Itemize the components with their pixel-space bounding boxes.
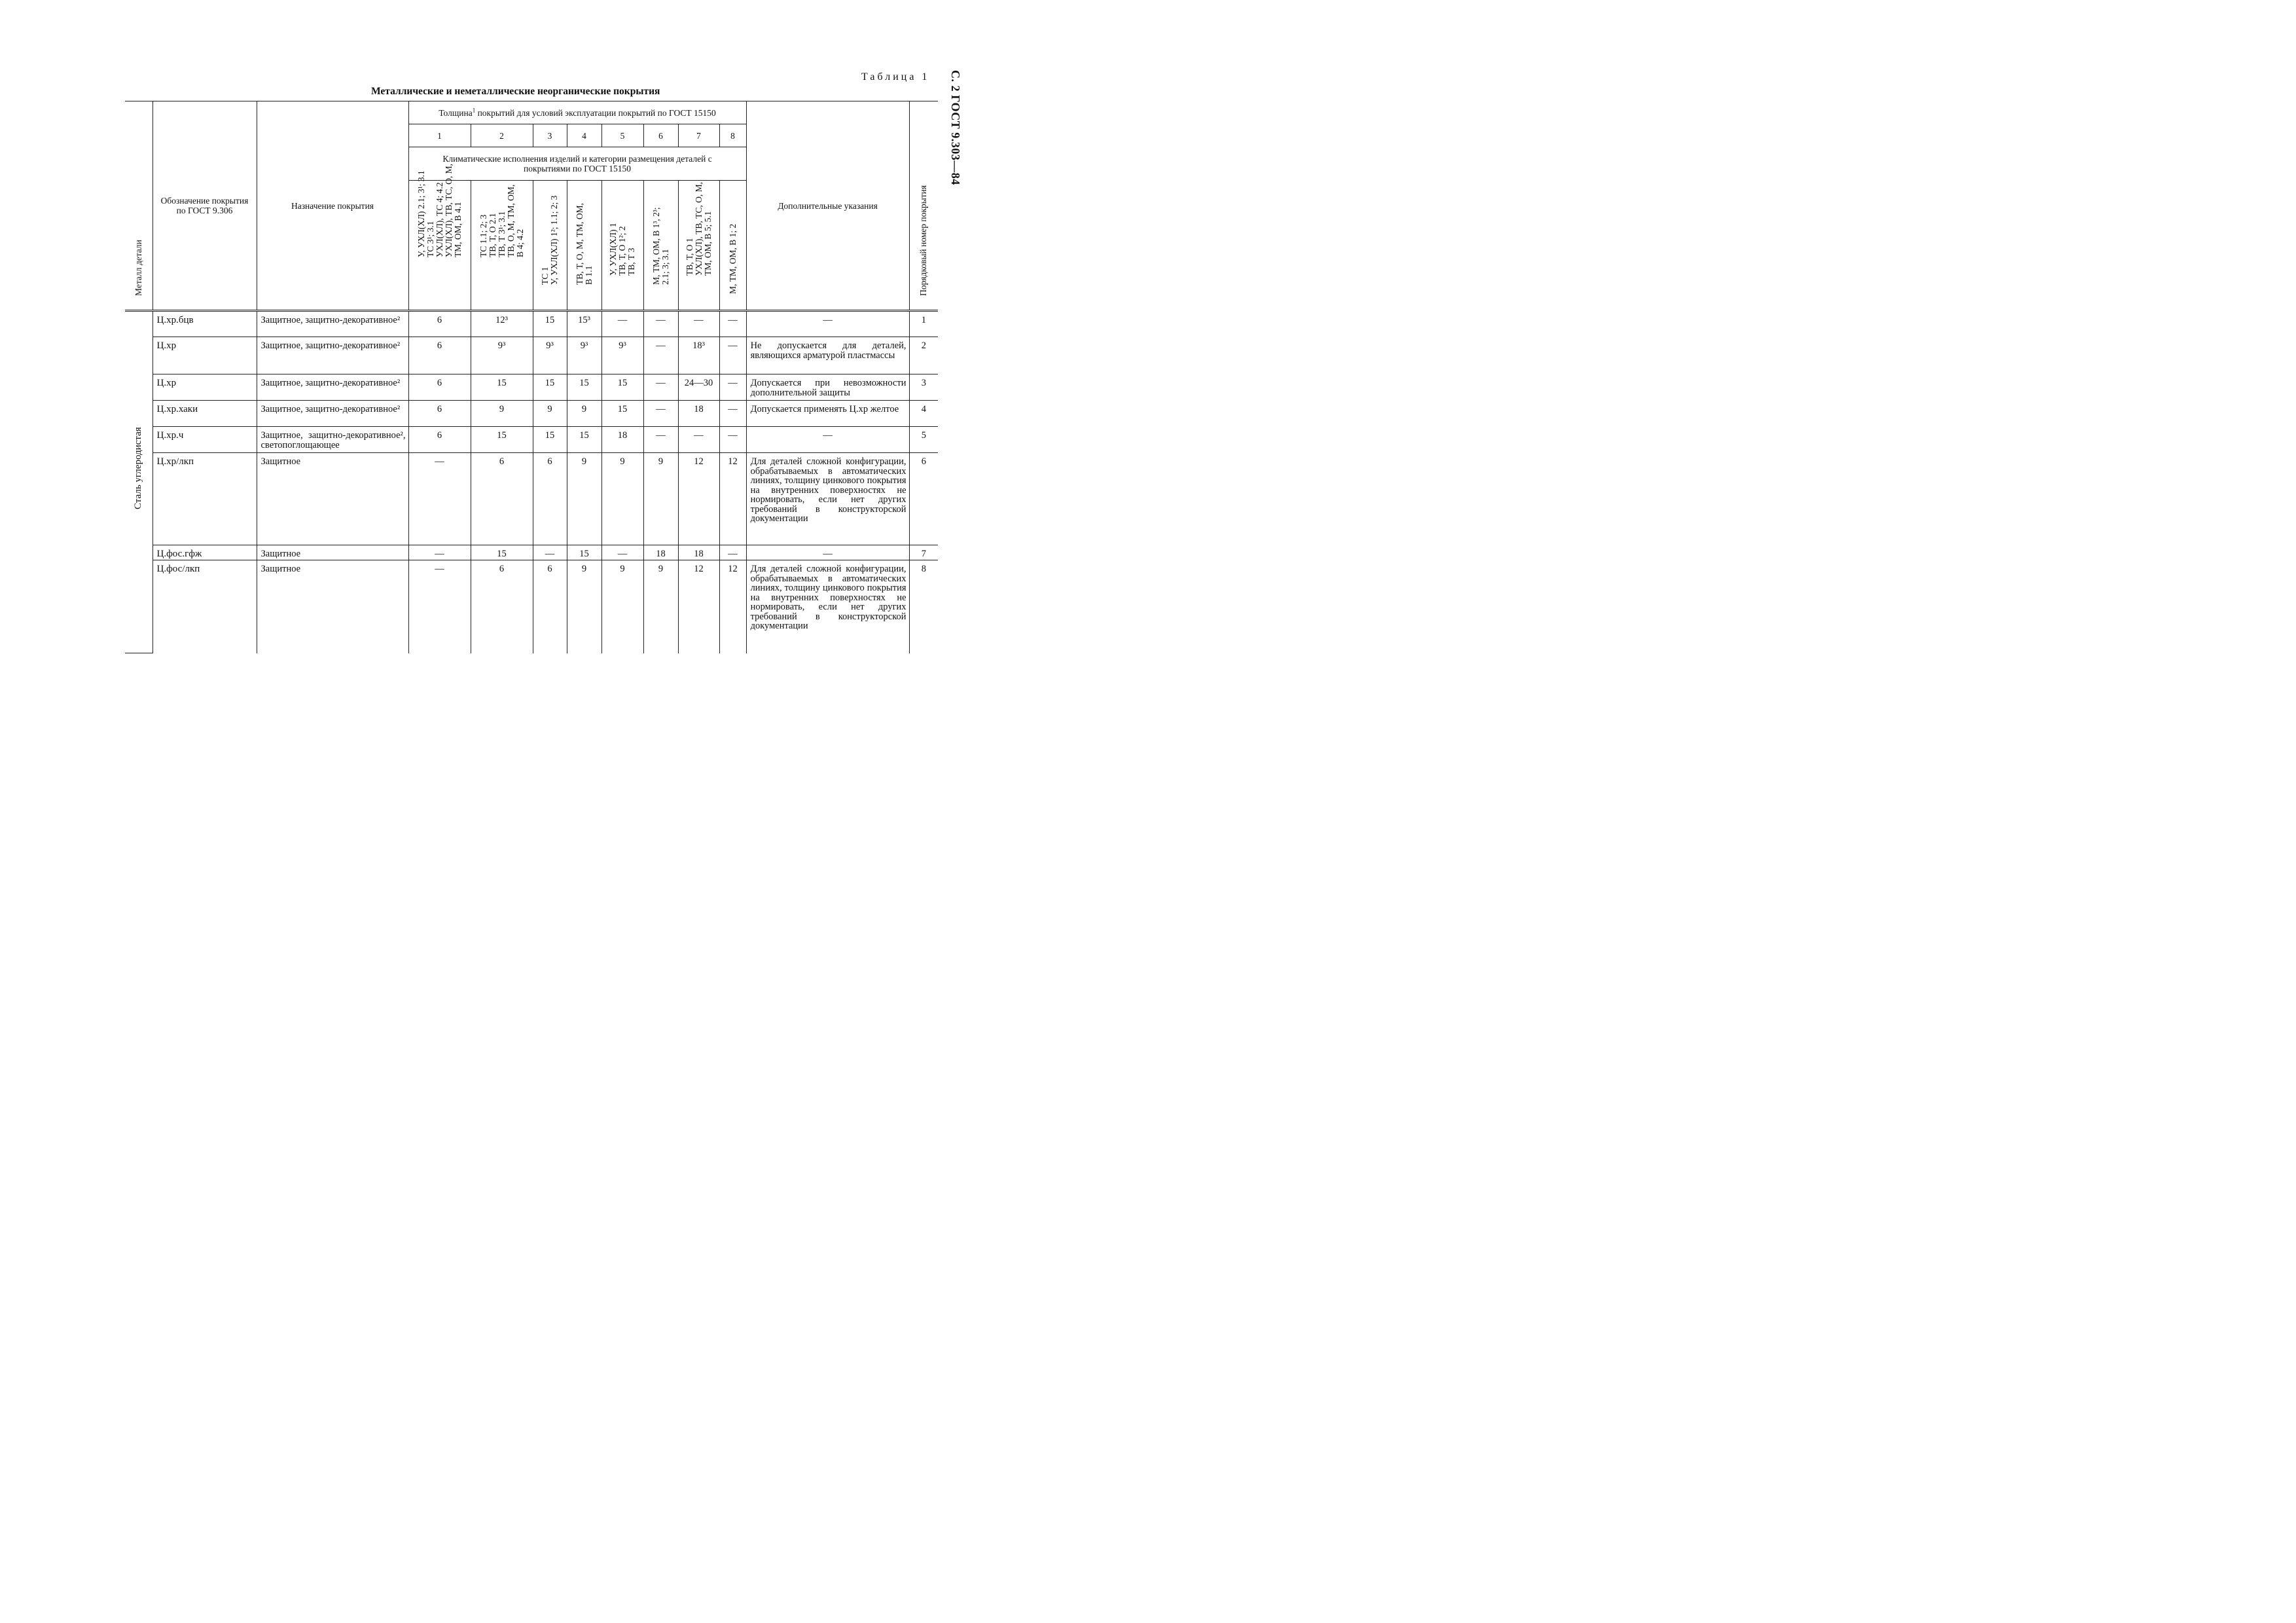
thickness-value: 9	[643, 453, 678, 545]
serial-number: 5	[909, 427, 938, 453]
thickness-value: —	[643, 337, 678, 374]
thickness-value: —	[719, 374, 746, 401]
header-additional: Дополнительные указания	[746, 101, 909, 311]
climatic-line: ТВ, Т 3	[626, 247, 636, 276]
condition-3: 3	[533, 124, 567, 147]
thickness-value: —	[643, 401, 678, 427]
thickness-value: 9	[601, 453, 643, 545]
thickness-value: —	[601, 311, 643, 337]
metal-group-label: Сталь углеродистая	[132, 427, 143, 509]
thickness-value: 18	[678, 401, 719, 427]
thickness-value: 15	[567, 427, 601, 453]
climatic-col-7	[678, 181, 719, 311]
thickness-value: 15	[601, 374, 643, 401]
climatic-col-6	[643, 181, 678, 311]
thickness-value: 6	[471, 560, 533, 653]
thickness-value: 15	[567, 374, 601, 401]
climatic-col-8-text	[728, 224, 738, 294]
climatic-line: М, ТМ, ОМ, В 1; 2	[727, 223, 738, 294]
thickness-value: —	[408, 560, 471, 653]
header-serial	[909, 101, 938, 311]
climatic-col-1-text	[417, 164, 463, 257]
condition-5: 5	[601, 124, 643, 147]
thickness-value: 15	[533, 427, 567, 453]
condition-4: 4	[567, 124, 601, 147]
serial-number: 2	[909, 337, 938, 374]
climatic-line: УХЛ(ХЛ), ТС 4; 4.2	[434, 182, 444, 257]
thickness-value: 15	[471, 374, 533, 401]
climatic-line: В 4; 4.2	[514, 228, 525, 257]
additional-note: Допускается применять Ц.хр желтое	[746, 401, 909, 427]
coating-purpose: Защитное, защитно-декоративное²	[257, 337, 408, 374]
thickness-value: —	[601, 545, 643, 560]
header-metal	[125, 101, 152, 311]
serial-number: 3	[909, 374, 938, 401]
thickness-value: 15	[567, 545, 601, 560]
thickness-value: 15	[471, 427, 533, 453]
thickness-value: 9³	[533, 337, 567, 374]
thickness-value: 6	[471, 453, 533, 545]
header-climatic: Климатические исполнения изделий и категории размещения деталей с покрытиями по ГОСТ 15150	[408, 147, 746, 181]
coating-purpose: Защитное	[257, 545, 408, 560]
additional-note: —	[746, 545, 909, 560]
coating-designation: Ц.хр	[152, 337, 257, 374]
coating-designation: Ц.хр.бцв	[152, 311, 257, 337]
thickness-value: —	[643, 311, 678, 337]
additional-note: —	[746, 427, 909, 453]
climatic-line: ТС 1	[540, 266, 550, 285]
coating-purpose: Защитное, защитно-декоративное², светопоглощающее	[257, 427, 408, 453]
table-title: Металлические и неметаллические неорганические покрытия	[371, 86, 660, 97]
thickness-value: —	[719, 427, 746, 453]
climatic-col-2-text	[479, 185, 525, 257]
thickness-value: —	[408, 545, 471, 560]
metal-group-cell	[125, 311, 152, 653]
climatic-col-2	[471, 181, 533, 311]
thickness-value: —	[719, 337, 746, 374]
climatic-col-6-text	[652, 207, 670, 285]
climatic-line: В 1.1	[583, 265, 594, 285]
additional-note: Для деталей сложной конфигурации, обрабатываемых в автоматических линиях, толщину цинкового покрытия на внутренних поверхностях не нормировать, если нет других требований в конструкторской документации	[746, 560, 909, 653]
climatic-line: М, ТМ, ОМ, В 1³, 2³;	[651, 207, 661, 285]
serial-number: 8	[909, 560, 938, 653]
thickness-value: 9	[567, 401, 601, 427]
climatic-line: ТВ, Т, О 1²; 2	[617, 226, 627, 276]
thickness-value: 6	[533, 560, 567, 653]
coating-purpose: Защитное, защитно-декоративное²	[257, 374, 408, 401]
additional-note: —	[746, 311, 909, 337]
climatic-line: ТМ, ОМ, В 5; 5.1	[702, 211, 713, 276]
thickness-value: —	[719, 401, 746, 427]
header-designation: Обозначение покрытия по ГОСТ 9.306	[152, 101, 257, 311]
climatic-col-4	[567, 181, 601, 311]
climatic-line: ТМ, ОМ, В 4.1	[452, 202, 463, 257]
thickness-value: 6	[408, 374, 471, 401]
thickness-value: 15	[533, 374, 567, 401]
thickness-value: —	[643, 374, 678, 401]
climatic-line: У, УХЛ(ХЛ) 2.1; 3¹; 3.1	[416, 170, 426, 257]
thickness-value: 9³	[601, 337, 643, 374]
thickness-value: 9	[567, 560, 601, 653]
climatic-line: УХЛ(ХЛ), ТВ, ТС, О, М,	[693, 182, 704, 276]
serial-number: 6	[909, 453, 938, 545]
coating-designation: Ц.хр	[152, 374, 257, 401]
thickness-value: 9	[567, 453, 601, 545]
condition-8: 8	[719, 124, 746, 147]
table-row	[125, 560, 938, 653]
thickness-value: 9³	[567, 337, 601, 374]
condition-1: 1	[408, 124, 471, 147]
climatic-line: ТС 1.1; 2; 3	[478, 214, 488, 257]
climatic-line: ТВ, Т, О, М, ТМ, ОМ,	[574, 203, 584, 285]
coating-purpose: Защитное, защитно-декоративное²	[257, 311, 408, 337]
condition-2: 2	[471, 124, 533, 147]
thickness-value: 9	[643, 560, 678, 653]
thickness-value: 9	[601, 560, 643, 653]
serial-number: 7	[909, 545, 938, 560]
climatic-line: ТВ, Т, О 1	[684, 238, 694, 276]
thickness-value: 15	[533, 311, 567, 337]
thickness-value: 6	[408, 311, 471, 337]
climatic-col-5	[601, 181, 643, 311]
table-row	[125, 453, 938, 545]
climatic-line: У, УХЛ(ХЛ) 1²; 1.1; 2; 3	[549, 195, 559, 285]
thickness-value: —	[719, 545, 746, 560]
thickness-value: 12	[678, 453, 719, 545]
climatic-col-3-text	[541, 196, 559, 285]
thickness-value: 12	[678, 560, 719, 653]
thickness-value: 9	[533, 401, 567, 427]
climatic-line: ТВ, О, М, ТМ, ОМ,	[505, 184, 516, 257]
thickness-value: 24—30	[678, 374, 719, 401]
thickness-text: Толщина	[439, 107, 473, 118]
coating-designation: Ц.хр.хаки	[152, 401, 257, 427]
climatic-line: ТВ, Т 3¹; 3.1	[496, 211, 507, 257]
header-serial-label: Порядковый номер покрытия	[918, 185, 929, 296]
table-label: Таблица 1	[861, 71, 930, 82]
climatic-line: ТВ, Т, О 2.1	[487, 213, 497, 257]
coating-designation: Ц.хр.ч	[152, 427, 257, 453]
thickness-value: 15	[471, 545, 533, 560]
thickness-value: 12	[719, 560, 746, 653]
thickness-value: —	[678, 427, 719, 453]
climatic-col-8	[719, 181, 746, 311]
thickness-value: 15³	[567, 311, 601, 337]
thickness-value: —	[719, 311, 746, 337]
climatic-col-7-text	[685, 182, 713, 276]
header-metal-label: Металл детали	[133, 240, 143, 296]
climatic-col-4-text	[575, 203, 594, 285]
climatic-line: УХЛ(ХЛ), ТВ, ТС, О, М,	[443, 164, 454, 257]
thickness-value: 18	[678, 545, 719, 560]
table-row	[125, 401, 938, 427]
climatic-col-1	[408, 164, 471, 311]
thickness-value: 6	[408, 401, 471, 427]
table-row	[125, 427, 938, 453]
thickness-value: —	[678, 311, 719, 337]
header-thickness	[408, 101, 746, 124]
header-purpose: Назначение покрытия	[257, 101, 408, 311]
additional-note: Для деталей сложной конфигурации, обрабатываемых в автоматических линиях, толщину цинкового покрытия на внутренних поверхностях не нормировать, если нет других требований в конструкторской документации	[746, 453, 909, 545]
serial-number: 4	[909, 401, 938, 427]
thickness-value: 15	[601, 401, 643, 427]
running-head: С. 2 ГОСТ 9.303—84	[949, 70, 962, 185]
coating-designation: Ц.хр/лкп	[152, 453, 257, 545]
table-row	[125, 311, 938, 337]
thickness-value: 9³	[471, 337, 533, 374]
climatic-col-5-text	[609, 223, 636, 276]
thickness-value: 6	[533, 453, 567, 545]
thickness-value: 18	[643, 545, 678, 560]
thickness-value: 12	[719, 453, 746, 545]
climatic-line: ТС 3¹; 3.1	[425, 221, 435, 257]
coatings-table	[125, 101, 938, 653]
coating-purpose: Защитное, защитно-декоративное²	[257, 401, 408, 427]
additional-note: Допускается при невозможности дополнительной защиты	[746, 374, 909, 401]
coating-purpose: Защитное	[257, 560, 408, 653]
climatic-line: У, УХЛ(ХЛ) 1	[608, 223, 618, 276]
thickness-footnote: 1	[472, 107, 476, 113]
table-row	[125, 545, 938, 560]
thickness-value: —	[643, 427, 678, 453]
coating-designation: Ц.фос/лкп	[152, 560, 257, 653]
thickness-value: 9	[471, 401, 533, 427]
coating-designation: Ц.фос.гфж	[152, 545, 257, 560]
coating-purpose: Защитное	[257, 453, 408, 545]
condition-7: 7	[678, 124, 719, 147]
climatic-line: 2.1; 3; 3.1	[660, 249, 670, 285]
thickness-value: 6	[408, 337, 471, 374]
thickness-value: 18	[601, 427, 643, 453]
table-row	[125, 337, 938, 374]
thickness-value: 18³	[678, 337, 719, 374]
thickness-value: —	[533, 545, 567, 560]
thickness-value: 6	[408, 427, 471, 453]
thickness-text-rest: покрытий для условий эксплуатации покрытий по ГОСТ 15150	[475, 107, 716, 118]
additional-note: Не допускается для деталей, являющихся арматурой пластмассы	[746, 337, 909, 374]
climatic-col-3	[533, 181, 567, 311]
serial-number: 1	[909, 311, 938, 337]
condition-6: 6	[643, 124, 678, 147]
table-row	[125, 374, 938, 401]
thickness-value: —	[408, 453, 471, 545]
thickness-value: 12³	[471, 311, 533, 337]
